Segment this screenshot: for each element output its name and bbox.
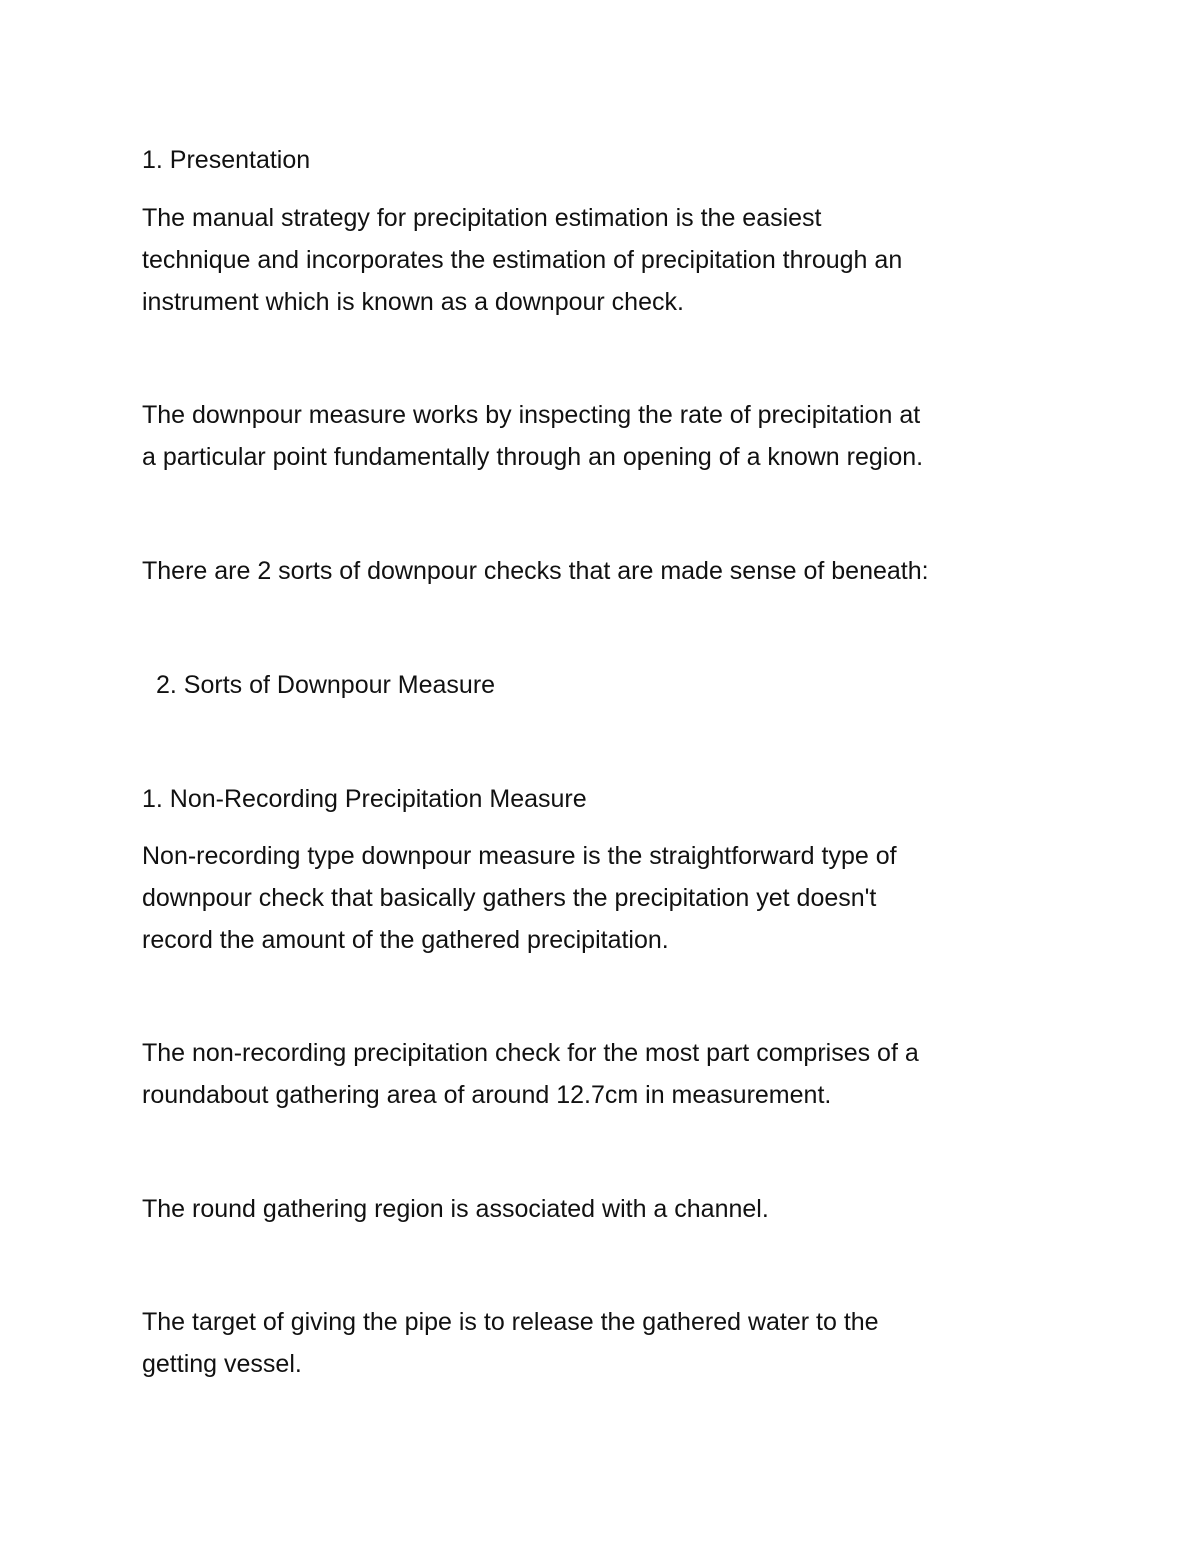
- paragraph-1-line-1: The manual strategy for precipitation estimation is the easiest: [142, 204, 822, 232]
- heading-non-recording: 1. Non-Recording Precipitation Measure: [142, 785, 587, 813]
- paragraph-4-line-1: Non-recording type downpour measure is the straightforward type of: [142, 842, 897, 870]
- paragraph-3: There are 2 sorts of downpour checks that are made sense of beneath:: [142, 557, 929, 585]
- heading-sorts: 2. Sorts of Downpour Measure: [156, 671, 496, 699]
- heading-presentation: 1. Presentation: [142, 146, 311, 174]
- paragraph-7-line-1: The target of giving the pipe is to release the gathered water to the: [142, 1308, 879, 1336]
- paragraph-4-line-2: downpour check that basically gathers the precipitation yet doesn't: [142, 884, 877, 912]
- paragraph-5-line-1: The non-recording precipitation check for the most part comprises of a: [142, 1039, 919, 1067]
- paragraph-4-line-3: record the amount of the gathered precipitation.: [142, 926, 669, 954]
- paragraph-2-line-2: a particular point fundamentally through an opening of a known region.: [142, 443, 924, 471]
- paragraph-7-line-2: getting vessel.: [142, 1350, 302, 1378]
- paragraph-5-line-2: roundabout gathering area of around 12.7cm in measurement.: [142, 1081, 832, 1109]
- paragraph-1-line-2: technique and incorporates the estimation of precipitation through an: [142, 246, 903, 274]
- paragraph-6: The round gathering region is associated with a channel.: [142, 1195, 769, 1223]
- paragraph-1-line-3: instrument which is known as a downpour check.: [142, 288, 684, 316]
- paragraph-2-line-1: The downpour measure works by inspecting the rate of precipitation at: [142, 401, 921, 429]
